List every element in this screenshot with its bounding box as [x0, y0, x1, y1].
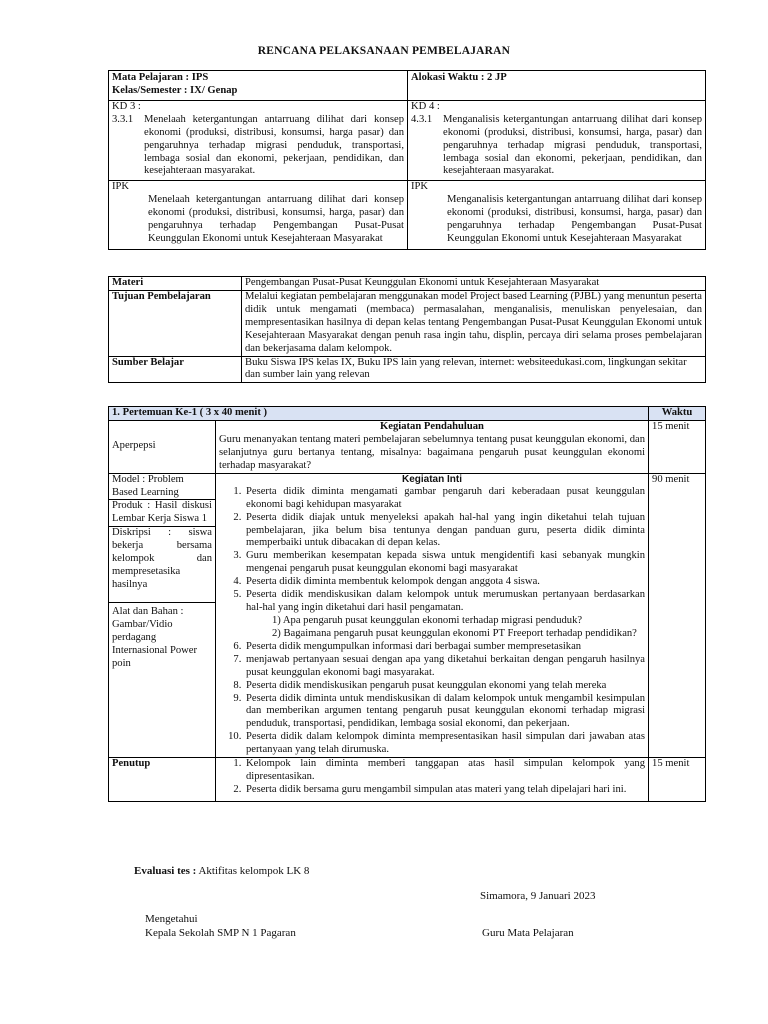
evaluation-text: Aktifitas kelompok LK 8 [196, 865, 310, 877]
inti-step: 8. Peserta didik mendiskusikan pengaruh pusat keunggulan ekonomi yang telah mereka [244, 680, 645, 693]
tujuan-label: Tujuan Pembelajaran [109, 290, 242, 356]
side-alat: Alat dan Bahan : Gambar/Vidio perdagang Internasional Power poin [112, 605, 198, 669]
principal-label: Kepala Sekolah SMP N 1 Pagaran [145, 927, 296, 939]
side-produk: Produk : Hasil diskusi Lembar Kerja Siswa 1 [109, 500, 215, 527]
penutup-step: 1. Kelompok lain diminta memberi tanggapan atas hasil simpulan kelompok yang dipresentasikan. [244, 758, 645, 784]
kd3-text: Menelaah ketergantungan antarruang dilihat dari konsep ekonomi (produksi, distribusi, konsumsi, harga pasar) dan pengaruhnya terhadap migrasi penduduk, transportasi, lembaga sosial dan ekonomi, pekerjaan, pendidikan, dan kesejahteraan masyarakat. [144, 113, 404, 177]
inti-substeps [246, 615, 645, 641]
inti-step: 10. Peserta didik dalam kelompok diminta mempresentasikan hasil simpulan dari jawaban atas pertanyaan yang telah dirumuska. [244, 731, 645, 757]
apersepsi-label: Aperpepsi [112, 440, 156, 452]
meeting-table [108, 406, 706, 802]
inti-step: 1. Peserta didik diminta mengamati gambar pengaruh dari keberadaan pusat keunggulan ekonomi bagi kehidupan masyarakat [244, 486, 645, 512]
ipk-left-cell [109, 181, 408, 250]
inti-step: 6. Peserta didik mengumpulkan informasi dari berbagai sumber mempresetasikan [244, 641, 645, 654]
kd3-cell [109, 100, 408, 181]
class-semester-label: Kelas/Semester : IX/ Genap [112, 84, 238, 96]
inti-step: 7. menjawab pertanyaan sesuai dengan apa yang diketahui berkaitan dengan pengaruh hasilnya pusat keunggulan ekonomi bagi masyarakat. [244, 654, 645, 680]
teacher-label: Guru Mata Pelajaran [482, 927, 574, 939]
inti-substep: 2) Bagaimana pengaruh pusat keunggulan ekonomi PT Freeport terhadap pendidikan? [272, 627, 637, 639]
sumber-label: Sumber Belajar [109, 356, 242, 383]
kd3-label: KD 3 : [112, 100, 141, 112]
inti-title: Kegiatan Inti [402, 473, 463, 485]
kd3-number: 3.3.1 [112, 113, 134, 125]
inti-step [244, 589, 645, 641]
inti-time: 90 menit [649, 473, 706, 758]
penutup-label: Penutup [109, 758, 216, 802]
ipk-right-label: IPK [411, 181, 429, 193]
pendahuluan-cell [216, 420, 649, 473]
subject-label: Mata Pelajaran : IPS [112, 72, 209, 83]
material-table [108, 276, 706, 383]
inti-step: 9. Peserta didik diminta untuk mendiskusikan di dalam kelompok untuk mengambil kesimpulan dan memberikan argumen tentang pengaruh pusat keunggulan ekonomi terhadap migrasi penduduk, transportasi, pendidikan, lembaga sosial ekonomi, dan pekerjaan. [244, 693, 645, 732]
ipk-left-label: IPK [112, 181, 130, 193]
document-title: RENCANA PELAKSANAAN PEMBELAJARAN [257, 45, 511, 57]
side-model: Model : Problem Based Learning [109, 474, 215, 501]
inti-step: 4. Peserta didik diminta membentuk kelompok dengan anggota 4 siswa. [244, 576, 645, 589]
materi-text: Pengembangan Pusat-Pusat Keunggulan Ekonomi untuk Kesejahteraan Masyarakat [242, 277, 706, 291]
time-allocation-cell [408, 71, 706, 101]
ipk-right-text: Menganalisis ketergantungan antarruang dilihat dari konsep ekonomi (produksi, distribusi, konsumsi, harga, pasar) dan pengaruhnya terhadap Pengembangan Pusat-Pusat Keunggulan Ekonomi untuk Kesejahteraan Masyarakat [447, 194, 702, 245]
ipk-left-text: Menelaah ketergantungan antarruang dilihat dari konsep ekonomi (produksi, distribusi, konsumsi, harga, pasar) dan pengaruhnya terhadap Pengembangan Pusat-Pusat Keunggulan Ekonomi untuk Kesejahteraan Masyarakat [148, 194, 404, 245]
inti-step: 3. Guru memberikan kesempatan kepada siswa untuk mengidentifi kasi sebanyak mungkin mengenai pengaruh pusat keunggulan ekonomi bagi masyarakat [244, 550, 645, 576]
apersepsi-text: Guru menanyakan tentang materi pembelajaran sebelumnya tentang pusat keunggulan ekonomi, dan selanjutnya guru bertanya tentang, misalnya: bagaimana pengaruh pusat keunggulan ekonomi terhadap masyarakat? [219, 433, 646, 471]
penutup-steps [219, 758, 645, 797]
kd4-cell [408, 100, 706, 181]
inti-side-cell [109, 473, 216, 758]
acknowledged-label: Mengetahui [145, 913, 198, 925]
time-allocation-label: Alokasi Waktu : 2 JP [411, 72, 507, 83]
kd4-text: Menganalisis ketergantungan antarruang dilihat dari konsep ekonomi (produksi, distribusi, konsumsi, harga, pasar) dan pengaruhnya terhadap migrasi penduduk, transportasi, lembaga sosial dan ekonomi, pekerjaan, pendidikan, dan kesejahteraan masyarakat. [443, 113, 702, 177]
kd4-number: 4.3.1 [411, 113, 433, 125]
penutup-time: 15 menit [649, 758, 706, 802]
inti-cell [216, 473, 649, 758]
evaluation-label: Evaluasi tes : [134, 865, 197, 877]
time-column-heading: Waktu [649, 407, 706, 421]
evaluation-line [134, 865, 309, 878]
penutup-cell [216, 758, 649, 802]
inti-step: 2. Peserta didik diajak untuk menyeleksi apakah hal-hal yang ingin diketahui telah tujuan pembelajaran, jika belum bisa tentunya dengan panduan guru, peserta didik diminta memperbaiki untuk dibacakan di depan kelas. [244, 512, 645, 551]
side-diskripsi: Diskripsi : siswa bekerja bersama kelompok dan mempresetasika hasilnya [109, 527, 215, 603]
pendahuluan-time: 15 menit [649, 420, 706, 473]
meeting-heading: 1. Pertemuan Ke-1 ( 3 x 40 menit ) [109, 407, 649, 421]
penutup-step: 2. Peserta didik bersama guru mengambil simpulan atas materi yang telah dipelajari hari ini. [244, 784, 645, 797]
place-date: Simamora, 9 Januari 2023 [480, 890, 596, 902]
sumber-text: Buku Siswa IPS kelas IX, Buku IPS lain yang relevan, internet: websiteedukasi.com, lingkungan sekitar dan sumber lain yang relevan [242, 356, 706, 383]
inti-substep: 1) Apa pengaruh pusat keunggulan ekonomi terhadap migrasi penduduk? [272, 615, 583, 627]
kd4-label: KD 4 : [411, 100, 440, 112]
materi-label: Materi [109, 277, 242, 291]
tujuan-text: Melalui kegiatan pembelajaran menggunakan model Project based Learning (PJBL) yang menuntun peserta didik untuk mengamati (membaca) permasalahan, menganalisis, menuliskan penyelesaian, dan mempresentasikan hasilnya di depan kelas tentang Pengembangan Pusat-Pusat Keunggulan Ekonomi untuk Kesejahteraan Masyarakat dengan penuh rasa ingin tahu, displin, percaya diri selama proses pembelajaran dan bekerjasama dalam kelompok. [242, 290, 706, 356]
identity-table [108, 70, 706, 250]
inti-step-text: Peserta didik mendiskusikan dalam kelompok untuk merumuskan pertanyaan berdasarkan hal-hal yang ingin diketahui dari hasil pengamatan. [246, 589, 646, 614]
inti-steps [219, 486, 645, 757]
ipk-right-cell [408, 181, 706, 250]
subject-cell [109, 71, 408, 101]
apersepsi-label-cell [109, 420, 216, 473]
pendahuluan-title: Kegiatan Pendahuluan [380, 420, 484, 432]
